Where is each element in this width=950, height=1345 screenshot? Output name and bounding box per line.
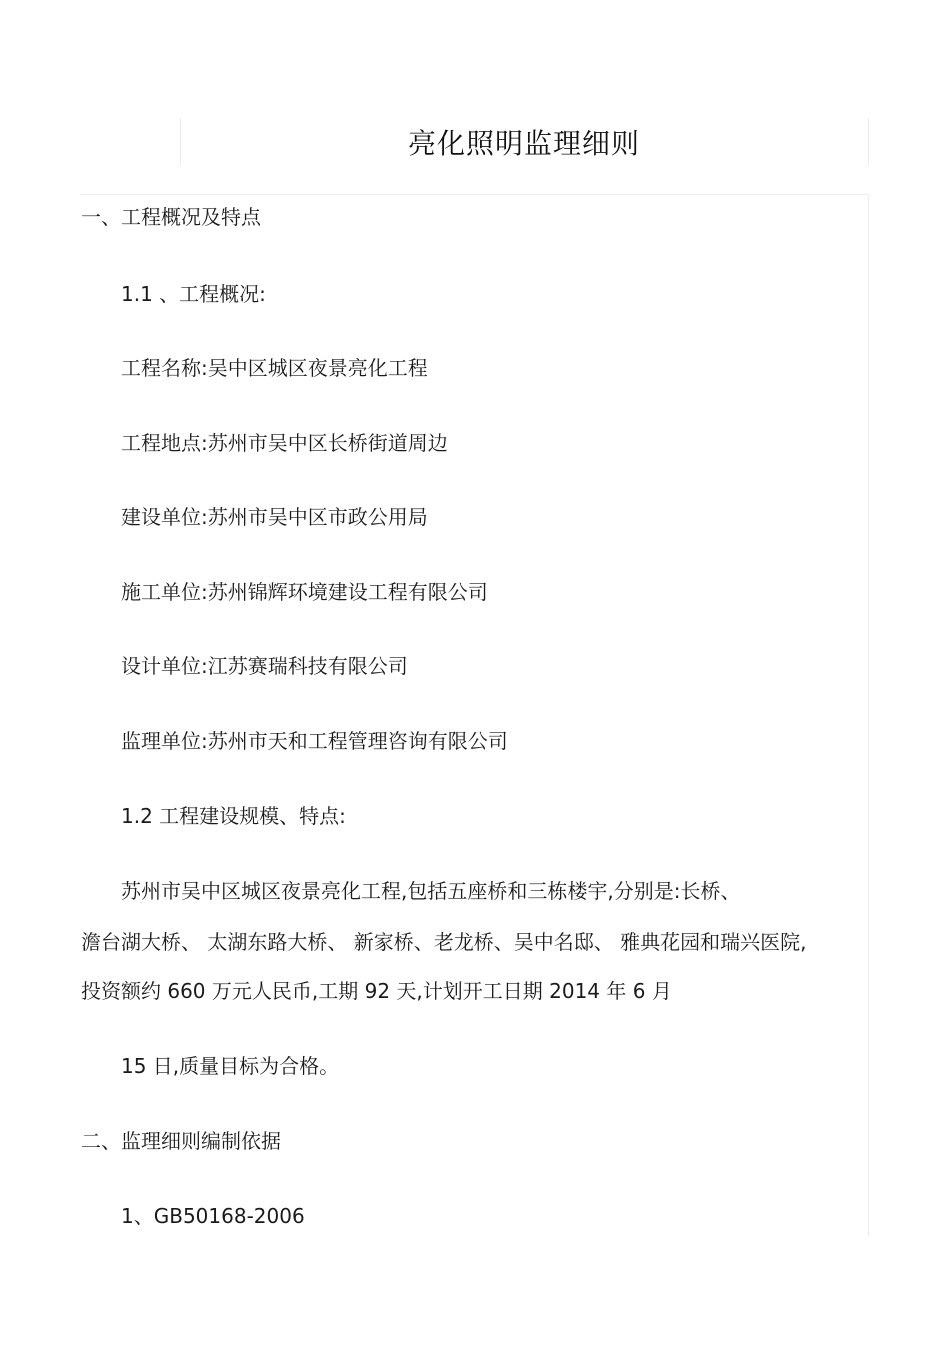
contractor-line: 施工单位:苏州锦辉环境建设工程有限公司: [121, 580, 488, 604]
subsection-1-2-heading: 1.2 工程建设规模、特点:: [121, 804, 346, 828]
designer-line: 设计单位:江苏赛瑞科技有限公司: [121, 654, 408, 678]
table-right-border: [868, 194, 869, 1236]
project-name-line: 工程名称:吴中区城区夜景亮化工程: [121, 356, 428, 380]
supervisor-line: 监理单位:苏州市天和工程管理咨询有限公司: [121, 729, 508, 753]
section-1-heading: 一、工程概况及特点: [81, 205, 261, 229]
paragraph-line: 15 日,质量目标为合格。: [121, 1054, 340, 1078]
owner-line: 建设单位:苏州市吴中区市政公用局: [121, 505, 428, 529]
document-title: 亮化照明监理细则: [407, 127, 640, 160]
subsection-1-1-heading: 1.1 、工程概况:: [121, 282, 266, 306]
section-2-heading: 二、监理细则编制依据: [81, 1129, 281, 1153]
project-location-line: 工程地点:苏州市吴中区长桥街道周边: [121, 431, 448, 455]
paragraph-line: 苏州市吴中区城区夜景亮化工程,包括五座桥和三栋楼宇,分别是:长桥、: [121, 879, 741, 903]
table-top-border: [80, 194, 869, 195]
basis-item-1: 1、GB50168-2006: [121, 1204, 305, 1228]
paragraph-line: 投资额约 660 万元人民币,工期 92 天,计划开工日期 2014 年 6 月: [81, 979, 672, 1003]
title-right-border: [868, 118, 869, 166]
paragraph-line: 澹台湖大桥、 太湖东路大桥、 新家桥、老龙桥、吴中名邸、 雅典花园和瑞兴医院,: [81, 930, 807, 954]
